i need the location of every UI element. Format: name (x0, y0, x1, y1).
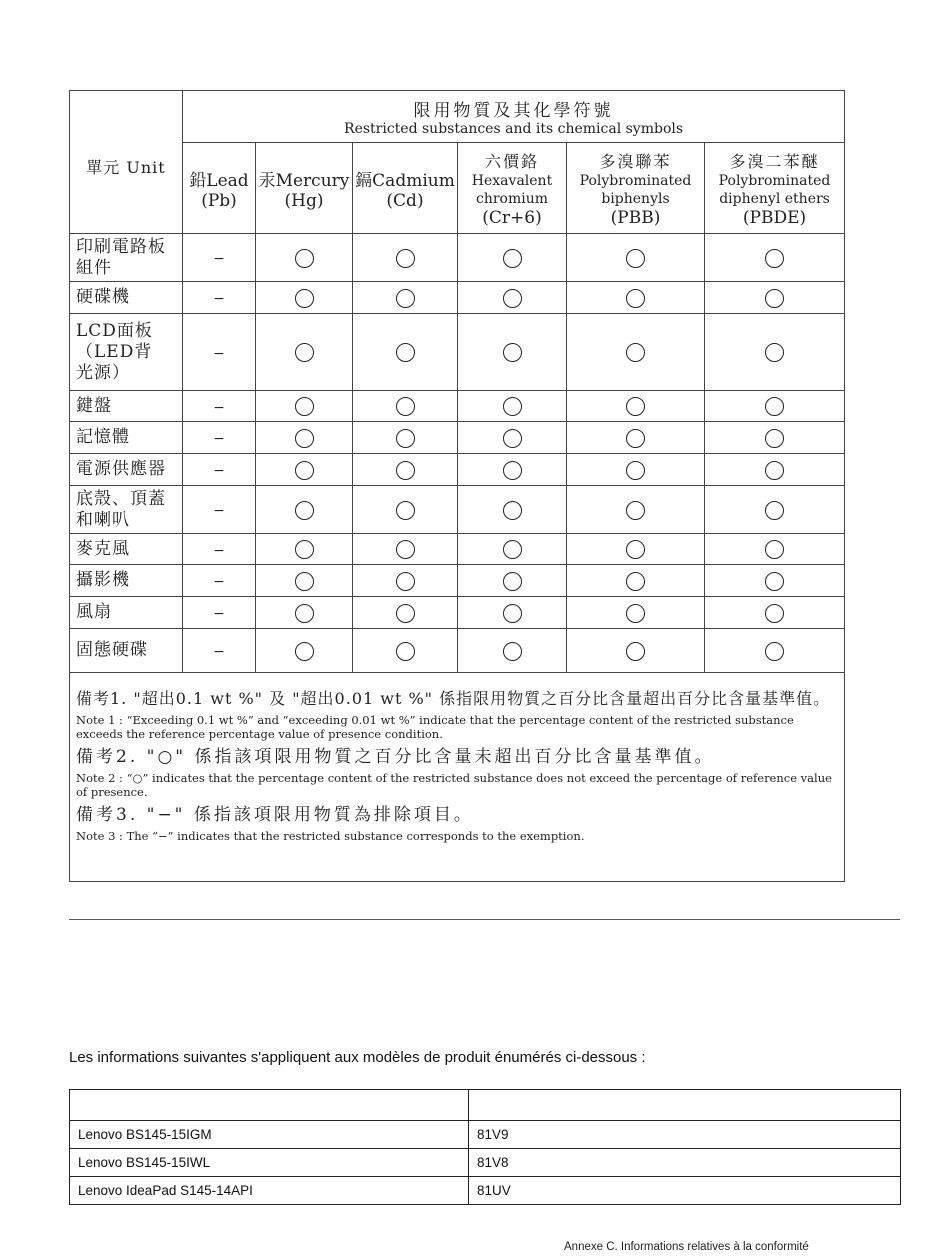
not-exceeding-mark (567, 391, 705, 422)
circle-icon (295, 289, 314, 308)
models-header-row (70, 1090, 901, 1121)
not-exceeding-mark (353, 422, 458, 454)
restricted-substances-table (69, 90, 845, 882)
unit-name (70, 314, 183, 391)
circle-icon (295, 343, 314, 362)
note-3-en: Note 3 : The “−” indicates that the restricted substance corresponds to the exemption. (76, 829, 585, 843)
not-exceeding-mark (458, 314, 567, 391)
circle-icon (396, 343, 415, 362)
circle-icon (626, 429, 645, 448)
not-exceeding-mark (353, 282, 458, 314)
not-exceeding-mark (353, 391, 458, 422)
exemption-mark (183, 454, 256, 486)
exemption-mark (183, 282, 256, 314)
dash-mark: − (213, 606, 225, 622)
unit-name-text: 麥克風 (76, 538, 130, 559)
circle-icon (765, 461, 784, 480)
table-row (70, 234, 845, 282)
unit-name-text: 攝影機 (76, 570, 130, 590)
exemption-mark (183, 629, 256, 673)
circle-icon (626, 501, 645, 520)
not-exceeding-mark (705, 234, 845, 282)
circle-icon (765, 572, 784, 591)
not-exceeding-mark (353, 565, 458, 597)
table-row (70, 1149, 901, 1177)
table-title-zh: 限用物質及其化學符號 (413, 101, 614, 121)
model-type: 81V9 (469, 1121, 901, 1149)
exemption-mark (183, 597, 256, 629)
dash-mark: − (213, 345, 225, 362)
unit-name (70, 234, 183, 282)
not-exceeding-mark (567, 314, 705, 391)
not-exceeding-mark (353, 314, 458, 391)
unit-name (70, 422, 183, 454)
table-row (70, 629, 845, 673)
unit-name (70, 565, 183, 597)
circle-icon (765, 604, 784, 623)
not-exceeding-mark (567, 234, 705, 282)
not-exceeding-mark (458, 234, 567, 282)
page-footer: Annexe C. Informations relatives à la conformité (564, 1241, 809, 1253)
table-row (70, 314, 845, 391)
not-exceeding-mark (353, 454, 458, 486)
not-exceeding-mark (567, 597, 705, 629)
not-exceeding-mark (567, 629, 705, 673)
circle-icon (503, 289, 522, 308)
not-exceeding-mark (256, 454, 353, 486)
circle-icon (503, 642, 522, 661)
circle-icon (295, 642, 314, 661)
dash-mark: − (213, 503, 225, 519)
unit-name (70, 454, 183, 486)
not-exceeding-mark (256, 234, 353, 282)
model-type: 81V8 (469, 1149, 901, 1177)
models-header-cell (469, 1090, 901, 1121)
dash-mark: − (213, 431, 225, 447)
circle-icon (295, 429, 314, 448)
not-exceeding-mark (458, 454, 567, 486)
circle-icon (396, 249, 415, 268)
circle-icon (626, 604, 645, 623)
not-exceeding-mark (256, 282, 353, 314)
unit-name (70, 391, 183, 422)
not-exceeding-mark (256, 597, 353, 629)
circle-icon (765, 289, 784, 308)
circle-icon (765, 343, 784, 362)
not-exceeding-mark (256, 422, 353, 454)
not-exceeding-mark (567, 565, 705, 597)
substance-header: 鉛Lead (Pb) (183, 143, 256, 234)
not-exceeding-mark (458, 282, 567, 314)
not-exceeding-mark (353, 234, 458, 282)
unit-name-text: 固態硬碟 (76, 640, 148, 660)
note-3-zh: 備考3. "−" 係指該項限用物質為排除項目。 (76, 805, 474, 825)
circle-icon (295, 461, 314, 480)
not-exceeding-mark (705, 282, 845, 314)
not-exceeding-mark (567, 534, 705, 565)
table-row (70, 454, 845, 486)
circle-icon (765, 642, 784, 661)
circle-icon (396, 572, 415, 591)
circle-icon (396, 429, 415, 448)
substance-header: 汞Mercury (Hg) (256, 143, 353, 234)
substance-header-row (70, 143, 845, 234)
not-exceeding-mark (256, 486, 353, 534)
circle-icon (626, 397, 645, 416)
circle-icon (765, 501, 784, 520)
note-2-zh: 備考2. "○" 係指該項限用物質之百分比含量未超出百分比含量基準值。 (76, 747, 715, 767)
intro-text: Les informations suivantes s'appliquent aux modèles de produit énumérés ci-dessous : (69, 1049, 646, 1066)
not-exceeding-mark (567, 486, 705, 534)
not-exceeding-mark (705, 314, 845, 391)
model-type: 81UV (469, 1177, 901, 1205)
dash-mark: − (213, 574, 225, 590)
circle-icon (295, 501, 314, 520)
exemption-mark (183, 534, 256, 565)
not-exceeding-mark (705, 534, 845, 565)
circle-icon (295, 249, 314, 268)
dash-mark: − (213, 463, 225, 479)
exemption-mark (183, 565, 256, 597)
substance-header: 鎘Cadmium (Cd) (353, 143, 458, 234)
table-row (70, 565, 845, 597)
circle-icon (396, 501, 415, 520)
circle-icon (503, 604, 522, 623)
section-divider (69, 919, 900, 920)
circle-icon (503, 397, 522, 416)
dash-mark: − (213, 644, 225, 660)
table-row (70, 534, 845, 565)
not-exceeding-mark (458, 391, 567, 422)
unit-name-text: 鍵盤 (76, 395, 112, 416)
circle-icon (626, 572, 645, 591)
table-row (70, 1177, 901, 1205)
circle-icon (295, 572, 314, 591)
model-name: Lenovo BS145-15IGM (70, 1121, 469, 1149)
exemption-mark (183, 391, 256, 422)
unit-name (70, 282, 183, 314)
table-row (70, 391, 845, 422)
not-exceeding-mark (705, 422, 845, 454)
not-exceeding-mark (458, 422, 567, 454)
unit-name-text: 風扇 (76, 602, 112, 622)
not-exceeding-mark (353, 534, 458, 565)
circle-icon (396, 642, 415, 661)
not-exceeding-mark (567, 422, 705, 454)
circle-icon (295, 397, 314, 416)
circle-icon (765, 429, 784, 448)
circle-icon (503, 540, 522, 559)
dash-mark: − (213, 542, 225, 559)
not-exceeding-mark (353, 597, 458, 629)
table-title (183, 91, 845, 143)
not-exceeding-mark (705, 565, 845, 597)
table-row (70, 422, 845, 454)
circle-icon (626, 540, 645, 559)
circle-icon (503, 572, 522, 591)
substance-header: 多溴二苯醚 Polybrominated diphenyl ethers (PBDE) (705, 143, 845, 234)
not-exceeding-mark (458, 486, 567, 534)
circle-icon (396, 604, 415, 623)
circle-icon (503, 429, 522, 448)
circle-icon (765, 540, 784, 559)
circle-icon (503, 343, 522, 362)
circle-icon (396, 397, 415, 416)
exemption-mark (183, 314, 256, 391)
not-exceeding-mark (256, 534, 353, 565)
table-row (70, 486, 845, 534)
dash-mark: − (213, 399, 225, 416)
unit-name (70, 534, 183, 565)
circle-icon (765, 249, 784, 268)
models-table (69, 1089, 901, 1205)
circle-icon (503, 501, 522, 520)
unit-name-text: 底殼、頂蓋和喇叭 (76, 488, 166, 530)
circle-icon (295, 540, 314, 559)
exemption-mark (183, 234, 256, 282)
exemption-mark (183, 486, 256, 534)
model-name: Lenovo BS145-15IWL (70, 1149, 469, 1177)
dash-mark: − (213, 291, 225, 307)
table-row (70, 597, 845, 629)
note-1-en: Note 1 : “Exceeding 0.1 wt %” and “exceeding 0.01 wt %” indicate that the percentage content of the restricted substance exceeds the reference percentage value of presence condition. (76, 713, 794, 741)
not-exceeding-mark (458, 629, 567, 673)
note-2-en: Note 2 : “○” indicates that the percentage content of the restricted substance does not exceed the percentage of reference value of presence. (76, 771, 832, 799)
not-exceeding-mark (705, 454, 845, 486)
circle-icon (396, 540, 415, 559)
note-1-zh: 備考1. "超出0.1 wt %" 及 "超出0.01 wt %" 係指限用物質之百分比含量超出百分比含量基準值。 (76, 689, 831, 708)
table-title-en: Restricted substances and its chemical symbols (344, 121, 684, 137)
circle-icon (765, 397, 784, 416)
circle-icon (295, 604, 314, 623)
unit-name (70, 597, 183, 629)
not-exceeding-mark (705, 391, 845, 422)
not-exceeding-mark (256, 391, 353, 422)
not-exceeding-mark (567, 454, 705, 486)
model-name: Lenovo IdeaPad S145-14API (70, 1177, 469, 1205)
circle-icon (626, 642, 645, 661)
unit-name (70, 486, 183, 534)
not-exceeding-mark (567, 282, 705, 314)
substance-header: 多溴聯苯 Polybrominated biphenyls (PBB) (567, 143, 705, 234)
not-exceeding-mark (353, 486, 458, 534)
unit-name-text: 電源供應器 (76, 459, 166, 479)
circle-icon (626, 289, 645, 308)
unit-name-text: LCD面板（LED背光源） (76, 320, 153, 383)
circle-icon (626, 343, 645, 362)
not-exceeding-mark (458, 534, 567, 565)
not-exceeding-mark (705, 486, 845, 534)
unit-name (70, 629, 183, 673)
dash-mark: − (213, 251, 225, 267)
not-exceeding-mark (256, 629, 353, 673)
not-exceeding-mark (256, 314, 353, 391)
substance-header: 六價鉻 Hexavalent chromium (Cr+6) (458, 143, 567, 234)
circle-icon (626, 461, 645, 480)
not-exceeding-mark (705, 629, 845, 673)
unit-header: 單元 Unit (70, 91, 183, 234)
models-header-cell (70, 1090, 469, 1121)
circle-icon (396, 461, 415, 480)
circle-icon (503, 249, 522, 268)
circle-icon (626, 249, 645, 268)
not-exceeding-mark (256, 565, 353, 597)
circle-icon (503, 461, 522, 480)
exemption-mark (183, 422, 256, 454)
circle-icon (396, 289, 415, 308)
table-row (70, 1121, 901, 1149)
not-exceeding-mark (458, 597, 567, 629)
not-exceeding-mark (353, 629, 458, 673)
unit-name-text: 印刷電路板組件 (76, 236, 166, 278)
unit-name-text: 硬碟機 (76, 287, 130, 307)
unit-name-text: 記憶體 (76, 427, 130, 447)
not-exceeding-mark (705, 597, 845, 629)
not-exceeding-mark (458, 565, 567, 597)
notes (70, 673, 845, 882)
table-row (70, 282, 845, 314)
